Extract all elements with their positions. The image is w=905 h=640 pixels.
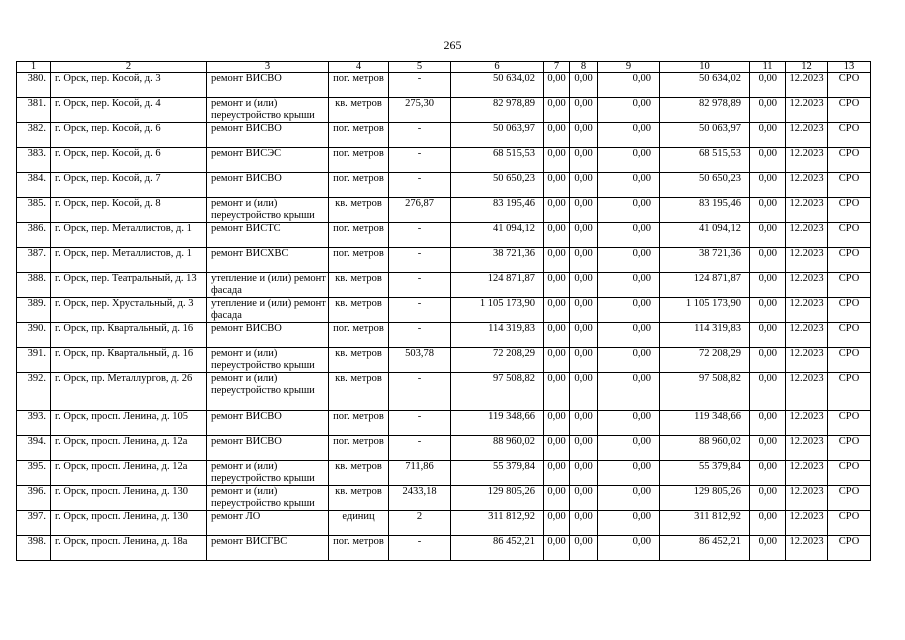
work-type-cell: утепление и (или) ремонт фасада [207, 298, 329, 323]
cost-col7-cell: 0,00 [544, 248, 570, 273]
total-cost-cell: 86 452,21 [451, 536, 544, 561]
deadline-cell: 12.2023 [786, 486, 828, 511]
quantity-cell: - [389, 223, 451, 248]
deadline-cell: 12.2023 [786, 323, 828, 348]
cost-col7-cell: 0,00 [544, 511, 570, 536]
source-cell: СРО [828, 323, 871, 348]
unit-cell: единиц [329, 511, 389, 536]
deadline-cell: 12.2023 [786, 123, 828, 148]
unit-cell: кв. метров [329, 373, 389, 411]
column-header: 11 [750, 62, 786, 73]
cost-col7-cell: 0,00 [544, 98, 570, 123]
source-cell: СРО [828, 148, 871, 173]
source-cell: СРО [828, 373, 871, 411]
deadline-cell: 12.2023 [786, 373, 828, 411]
quantity-cell: - [389, 298, 451, 323]
work-type-cell: ремонт ВИСВО [207, 436, 329, 461]
cost-col8-cell: 0,00 [570, 461, 598, 486]
cost-col11-cell: 0,00 [750, 98, 786, 123]
deadline-cell: 12.2023 [786, 173, 828, 198]
page-number: 265 [443, 38, 462, 52]
deadline-cell: 12.2023 [786, 248, 828, 273]
source-cell: СРО [828, 248, 871, 273]
cost-col10-cell: 68 515,53 [660, 148, 750, 173]
cost-col10-cell: 86 452,21 [660, 536, 750, 561]
unit-cell: пог. метров [329, 323, 389, 348]
address-cell: г. Орск, пер. Косой, д. 7 [51, 173, 207, 198]
address-cell: г. Орск, пер. Косой, д. 6 [51, 148, 207, 173]
table-row [17, 223, 871, 248]
unit-cell: пог. метров [329, 436, 389, 461]
table-row [17, 436, 871, 461]
row-number-cell: 395. [17, 461, 51, 486]
source-cell: СРО [828, 173, 871, 198]
unit-cell: пог. метров [329, 123, 389, 148]
cost-col7-cell: 0,00 [544, 273, 570, 298]
column-header: 12 [786, 62, 828, 73]
cost-col7-cell: 0,00 [544, 348, 570, 373]
column-header: 3 [207, 62, 329, 73]
unit-cell: кв. метров [329, 486, 389, 511]
cost-col7-cell: 0,00 [544, 411, 570, 436]
cost-col7-cell: 0,00 [544, 73, 570, 98]
cost-col9-cell: 0,00 [598, 411, 660, 436]
cost-col9-cell: 0,00 [598, 436, 660, 461]
unit-cell: кв. метров [329, 98, 389, 123]
address-cell: г. Орск, пер. Косой, д. 8 [51, 198, 207, 223]
cost-col9-cell: 0,00 [598, 348, 660, 373]
deadline-cell: 12.2023 [786, 198, 828, 223]
work-type-cell: ремонт ВИСГВС [207, 536, 329, 561]
repair-program-table [16, 61, 871, 561]
table-row [17, 536, 871, 561]
source-cell: СРО [828, 223, 871, 248]
cost-col11-cell: 0,00 [750, 148, 786, 173]
row-number-cell: 381. [17, 98, 51, 123]
quantity-cell: 503,78 [389, 348, 451, 373]
total-cost-cell: 114 319,83 [451, 323, 544, 348]
total-cost-cell: 124 871,87 [451, 273, 544, 298]
source-cell: СРО [828, 123, 871, 148]
total-cost-cell: 41 094,12 [451, 223, 544, 248]
unit-cell: кв. метров [329, 298, 389, 323]
total-cost-cell: 72 208,29 [451, 348, 544, 373]
row-number-cell: 384. [17, 173, 51, 198]
cost-col11-cell: 0,00 [750, 198, 786, 223]
address-cell: г. Орск, пер. Металлистов, д. 1 [51, 248, 207, 273]
address-cell: г. Орск, просп. Ленина, д. 105 [51, 411, 207, 436]
source-cell: СРО [828, 298, 871, 323]
cost-col11-cell: 0,00 [750, 536, 786, 561]
table-row [17, 148, 871, 173]
source-cell: СРО [828, 348, 871, 373]
cost-col9-cell: 0,00 [598, 461, 660, 486]
cost-col8-cell: 0,00 [570, 98, 598, 123]
work-type-cell: ремонт ВИСВО [207, 411, 329, 436]
column-header: 2 [51, 62, 207, 73]
quantity-cell: - [389, 273, 451, 298]
cost-col7-cell: 0,00 [544, 436, 570, 461]
source-cell: СРО [828, 73, 871, 98]
table-row [17, 273, 871, 298]
cost-col8-cell: 0,00 [570, 411, 598, 436]
work-type-cell: ремонт ВИСВО [207, 73, 329, 98]
cost-col10-cell: 38 721,36 [660, 248, 750, 273]
cost-col10-cell: 55 379,84 [660, 461, 750, 486]
total-cost-cell: 38 721,36 [451, 248, 544, 273]
cost-col9-cell: 0,00 [598, 98, 660, 123]
row-number-cell: 386. [17, 223, 51, 248]
cost-col11-cell: 0,00 [750, 273, 786, 298]
total-cost-cell: 129 805,26 [451, 486, 544, 511]
table-row [17, 323, 871, 348]
deadline-cell: 12.2023 [786, 461, 828, 486]
table-row [17, 248, 871, 273]
cost-col8-cell: 0,00 [570, 173, 598, 198]
cost-col11-cell: 0,00 [750, 123, 786, 148]
table-row [17, 348, 871, 373]
cost-col10-cell: 82 978,89 [660, 98, 750, 123]
cost-col11-cell: 0,00 [750, 223, 786, 248]
cost-col10-cell: 50 634,02 [660, 73, 750, 98]
cost-col9-cell: 0,00 [598, 486, 660, 511]
cost-col10-cell: 88 960,02 [660, 436, 750, 461]
address-cell: г. Орск, пр. Квартальный, д. 16 [51, 348, 207, 373]
deadline-cell: 12.2023 [786, 98, 828, 123]
cost-col11-cell: 0,00 [750, 248, 786, 273]
total-cost-cell: 82 978,89 [451, 98, 544, 123]
cost-col8-cell: 0,00 [570, 348, 598, 373]
quantity-cell: - [389, 173, 451, 198]
table-body [17, 73, 871, 561]
work-type-cell: ремонт ВИСВО [207, 323, 329, 348]
cost-col10-cell: 41 094,12 [660, 223, 750, 248]
work-type-cell: ремонт ВИСВО [207, 173, 329, 198]
source-cell: СРО [828, 98, 871, 123]
cost-col11-cell: 0,00 [750, 411, 786, 436]
cost-col8-cell: 0,00 [570, 536, 598, 561]
cost-col7-cell: 0,00 [544, 461, 570, 486]
table-row [17, 411, 871, 436]
work-type-cell: ремонт и (или) переустройство крыши [207, 98, 329, 123]
unit-cell: пог. метров [329, 148, 389, 173]
quantity-cell: - [389, 248, 451, 273]
deadline-cell: 12.2023 [786, 298, 828, 323]
column-header: 10 [660, 62, 750, 73]
work-type-cell: ремонт и (или) переустройство крыши [207, 486, 329, 511]
column-header: 7 [544, 62, 570, 73]
address-cell: г. Орск, пер. Косой, д. 6 [51, 123, 207, 148]
cost-col10-cell: 311 812,92 [660, 511, 750, 536]
work-type-cell: утепление и (или) ремонт фасада [207, 273, 329, 298]
total-cost-cell: 55 379,84 [451, 461, 544, 486]
quantity-cell: 275,30 [389, 98, 451, 123]
source-cell: СРО [828, 511, 871, 536]
source-cell: СРО [828, 436, 871, 461]
address-cell: г. Орск, пер. Хрустальный, д. 3 [51, 298, 207, 323]
unit-cell: пог. метров [329, 411, 389, 436]
cost-col8-cell: 0,00 [570, 486, 598, 511]
quantity-cell: 2 [389, 511, 451, 536]
quantity-cell: - [389, 536, 451, 561]
column-header: 9 [598, 62, 660, 73]
cost-col11-cell: 0,00 [750, 373, 786, 411]
cost-col7-cell: 0,00 [544, 173, 570, 198]
row-number-cell: 397. [17, 511, 51, 536]
table-row [17, 298, 871, 323]
row-number-cell: 387. [17, 248, 51, 273]
cost-col11-cell: 0,00 [750, 73, 786, 98]
quantity-cell: - [389, 373, 451, 411]
cost-col11-cell: 0,00 [750, 461, 786, 486]
cost-col8-cell: 0,00 [570, 323, 598, 348]
row-number-cell: 390. [17, 323, 51, 348]
cost-col8-cell: 0,00 [570, 436, 598, 461]
work-type-cell: ремонт ВИСТС [207, 223, 329, 248]
source-cell: СРО [828, 198, 871, 223]
row-number-cell: 393. [17, 411, 51, 436]
cost-col7-cell: 0,00 [544, 123, 570, 148]
column-header: 13 [828, 62, 871, 73]
row-number-cell: 382. [17, 123, 51, 148]
cost-col8-cell: 0,00 [570, 511, 598, 536]
address-cell: г. Орск, просп. Ленина, д. 130 [51, 486, 207, 511]
total-cost-cell: 1 105 173,90 [451, 298, 544, 323]
cost-col9-cell: 0,00 [598, 373, 660, 411]
cost-col9-cell: 0,00 [598, 148, 660, 173]
source-cell: СРО [828, 536, 871, 561]
unit-cell: пог. метров [329, 536, 389, 561]
cost-col9-cell: 0,00 [598, 248, 660, 273]
cost-col9-cell: 0,00 [598, 123, 660, 148]
cost-col10-cell: 97 508,82 [660, 373, 750, 411]
deadline-cell: 12.2023 [786, 511, 828, 536]
cost-col9-cell: 0,00 [598, 323, 660, 348]
cost-col10-cell: 129 805,26 [660, 486, 750, 511]
address-cell: г. Орск, просп. Ленина, д. 12а [51, 461, 207, 486]
cost-col11-cell: 0,00 [750, 436, 786, 461]
cost-col9-cell: 0,00 [598, 173, 660, 198]
total-cost-cell: 83 195,46 [451, 198, 544, 223]
address-cell: г. Орск, просп. Ленина, д. 12а [51, 436, 207, 461]
work-type-cell: ремонт ЛО [207, 511, 329, 536]
cost-col10-cell: 50 063,97 [660, 123, 750, 148]
total-cost-cell: 50 650,23 [451, 173, 544, 198]
deadline-cell: 12.2023 [786, 536, 828, 561]
address-cell: г. Орск, пер. Косой, д. 4 [51, 98, 207, 123]
cost-col8-cell: 0,00 [570, 73, 598, 98]
unit-cell: кв. метров [329, 348, 389, 373]
total-cost-cell: 88 960,02 [451, 436, 544, 461]
row-number-cell: 394. [17, 436, 51, 461]
table-row [17, 511, 871, 536]
total-cost-cell: 50 634,02 [451, 73, 544, 98]
work-type-cell: ремонт ВИСЭС [207, 148, 329, 173]
cost-col8-cell: 0,00 [570, 223, 598, 248]
address-cell: г. Орск, пер. Театральный, д. 13 [51, 273, 207, 298]
deadline-cell: 12.2023 [786, 436, 828, 461]
cost-col11-cell: 0,00 [750, 348, 786, 373]
cost-col8-cell: 0,00 [570, 373, 598, 411]
row-number-cell: 389. [17, 298, 51, 323]
deadline-cell: 12.2023 [786, 148, 828, 173]
work-type-cell: ремонт и (или) переустройство крыши [207, 461, 329, 486]
address-cell: г. Орск, просп. Ленина, д. 18а [51, 536, 207, 561]
total-cost-cell: 68 515,53 [451, 148, 544, 173]
cost-col10-cell: 119 348,66 [660, 411, 750, 436]
source-cell: СРО [828, 411, 871, 436]
work-type-cell: ремонт и (или) переустройство крыши [207, 198, 329, 223]
cost-col10-cell: 83 195,46 [660, 198, 750, 223]
cost-col9-cell: 0,00 [598, 198, 660, 223]
table-row [17, 98, 871, 123]
cost-col7-cell: 0,00 [544, 298, 570, 323]
cost-col7-cell: 0,00 [544, 198, 570, 223]
unit-cell: кв. метров [329, 198, 389, 223]
cost-col8-cell: 0,00 [570, 298, 598, 323]
cost-col9-cell: 0,00 [598, 511, 660, 536]
row-number-cell: 392. [17, 373, 51, 411]
column-header: 1 [17, 62, 51, 73]
cost-col7-cell: 0,00 [544, 148, 570, 173]
cost-col7-cell: 0,00 [544, 323, 570, 348]
cost-col7-cell: 0,00 [544, 536, 570, 561]
deadline-cell: 12.2023 [786, 73, 828, 98]
address-cell: г. Орск, пр. Металлургов, д. 26 [51, 373, 207, 411]
quantity-cell: 711,86 [389, 461, 451, 486]
column-header: 6 [451, 62, 544, 73]
table-row [17, 486, 871, 511]
deadline-cell: 12.2023 [786, 223, 828, 248]
total-cost-cell: 50 063,97 [451, 123, 544, 148]
cost-col11-cell: 0,00 [750, 323, 786, 348]
cost-col11-cell: 0,00 [750, 511, 786, 536]
table-row [17, 373, 871, 411]
deadline-cell: 12.2023 [786, 348, 828, 373]
quantity-cell: - [389, 323, 451, 348]
row-number-cell: 398. [17, 536, 51, 561]
source-cell: СРО [828, 486, 871, 511]
column-header: 5 [389, 62, 451, 73]
cost-col8-cell: 0,00 [570, 198, 598, 223]
row-number-cell: 380. [17, 73, 51, 98]
address-cell: г. Орск, просп. Ленина, д. 130 [51, 511, 207, 536]
address-cell: г. Орск, пер. Металлистов, д. 1 [51, 223, 207, 248]
cost-col7-cell: 0,00 [544, 223, 570, 248]
total-cost-cell: 311 812,92 [451, 511, 544, 536]
quantity-cell: 2433,18 [389, 486, 451, 511]
column-number-row [17, 62, 871, 73]
cost-col9-cell: 0,00 [598, 73, 660, 98]
quantity-cell: - [389, 148, 451, 173]
column-header: 4 [329, 62, 389, 73]
cost-col11-cell: 0,00 [750, 298, 786, 323]
cost-col8-cell: 0,00 [570, 148, 598, 173]
column-header: 8 [570, 62, 598, 73]
work-type-cell: ремонт ВИСВО [207, 123, 329, 148]
work-type-cell: ремонт ВИСХВС [207, 248, 329, 273]
cost-col10-cell: 50 650,23 [660, 173, 750, 198]
cost-col8-cell: 0,00 [570, 273, 598, 298]
source-cell: СРО [828, 461, 871, 486]
unit-cell: пог. метров [329, 223, 389, 248]
cost-col8-cell: 0,00 [570, 123, 598, 148]
work-type-cell: ремонт и (или) переустройство крыши [207, 373, 329, 411]
source-cell: СРО [828, 273, 871, 298]
cost-col7-cell: 0,00 [544, 486, 570, 511]
total-cost-cell: 97 508,82 [451, 373, 544, 411]
quantity-cell: 276,87 [389, 198, 451, 223]
table-row [17, 198, 871, 223]
address-cell: г. Орск, пер. Косой, д. 3 [51, 73, 207, 98]
cost-col7-cell: 0,00 [544, 373, 570, 411]
unit-cell: кв. метров [329, 273, 389, 298]
cost-col9-cell: 0,00 [598, 536, 660, 561]
row-number-cell: 396. [17, 486, 51, 511]
cost-col10-cell: 72 208,29 [660, 348, 750, 373]
row-number-cell: 391. [17, 348, 51, 373]
cost-col11-cell: 0,00 [750, 486, 786, 511]
table-row [17, 73, 871, 98]
cost-col11-cell: 0,00 [750, 173, 786, 198]
unit-cell: кв. метров [329, 461, 389, 486]
cost-col10-cell: 124 871,87 [660, 273, 750, 298]
deadline-cell: 12.2023 [786, 273, 828, 298]
quantity-cell: - [389, 73, 451, 98]
cost-col10-cell: 114 319,83 [660, 323, 750, 348]
quantity-cell: - [389, 123, 451, 148]
cost-col10-cell: 1 105 173,90 [660, 298, 750, 323]
work-type-cell: ремонт и (или) переустройство крыши [207, 348, 329, 373]
unit-cell: пог. метров [329, 248, 389, 273]
total-cost-cell: 119 348,66 [451, 411, 544, 436]
table-row [17, 123, 871, 148]
deadline-cell: 12.2023 [786, 411, 828, 436]
table-row [17, 461, 871, 486]
unit-cell: пог. метров [329, 173, 389, 198]
cost-col9-cell: 0,00 [598, 223, 660, 248]
quantity-cell: - [389, 436, 451, 461]
address-cell: г. Орск, пр. Квартальный, д. 16 [51, 323, 207, 348]
row-number-cell: 385. [17, 198, 51, 223]
row-number-cell: 388. [17, 273, 51, 298]
cost-col8-cell: 0,00 [570, 248, 598, 273]
quantity-cell: - [389, 411, 451, 436]
unit-cell: пог. метров [329, 73, 389, 98]
cost-col9-cell: 0,00 [598, 273, 660, 298]
cost-col9-cell: 0,00 [598, 298, 660, 323]
row-number-cell: 383. [17, 148, 51, 173]
table-row [17, 173, 871, 198]
